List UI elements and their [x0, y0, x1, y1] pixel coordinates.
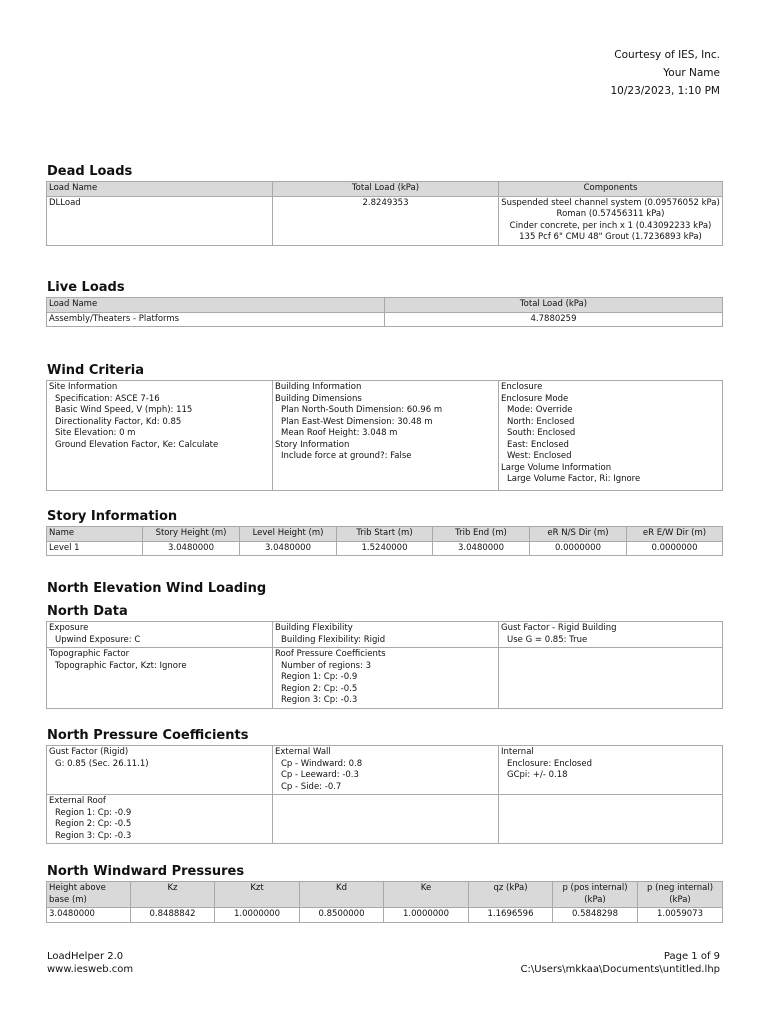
- cell-heading: External Wall: [275, 747, 331, 757]
- cell-item: Enclosure: Enclosed: [507, 758, 592, 769]
- cell-item: Region 2: Cp: -0.5: [55, 819, 132, 829]
- load-name-cell: DLLoad: [47, 196, 273, 245]
- col-kd: Kd: [300, 882, 384, 908]
- total-load-cell: 2.8249353: [273, 196, 499, 245]
- cell-item: Region 3: Cp: -0.3: [281, 695, 358, 705]
- north-data-title: North Data: [47, 604, 128, 619]
- cell-heading: Gust Factor - Rigid Building: [501, 623, 617, 633]
- wind-criteria-title: Wind Criteria: [47, 363, 144, 378]
- site-info-cell: [47, 381, 273, 491]
- total-load-cell: 4.7880259: [385, 312, 723, 327]
- col-components: Components: [499, 182, 723, 197]
- col-trib-end: Trib End (m): [433, 527, 530, 542]
- cell-item: Number of regions: 3: [281, 660, 372, 671]
- col-kz: Kz: [131, 882, 215, 908]
- empty-cell: [499, 648, 723, 709]
- north-windward-title: North Windward Pressures: [47, 864, 245, 879]
- report-datetime: 10/23/2023, 1:10 PM: [610, 85, 720, 97]
- exposure-cell: [47, 622, 273, 648]
- col-ke: Ke: [384, 882, 469, 908]
- col-total-load: Total Load (kPa): [385, 298, 723, 313]
- file-path: C:\Users\mkkaa\Documents\untitled.lhp: [520, 964, 720, 975]
- col-load-name: Load Name: [47, 298, 385, 313]
- cell-item: Include force at ground?: False: [281, 451, 412, 461]
- courtesy-text: Courtesy of IES, Inc.: [614, 49, 720, 61]
- cell-heading: Internal: [501, 747, 534, 757]
- north-data-table: [46, 621, 723, 709]
- table-cell: 3.0480000: [240, 541, 337, 556]
- north-windward-table: [46, 881, 723, 923]
- cell-item: Plan North-South Dimension: 60.96 m: [281, 405, 443, 415]
- topographic-cell: [47, 648, 273, 709]
- cell-item: Region 3: Cp: -0.3: [55, 830, 132, 841]
- col-kzt: Kzt: [215, 882, 300, 908]
- page-number: Page 1 of 9: [663, 951, 720, 962]
- footer-left: [47, 950, 133, 976]
- table-cell: 0.8488842: [131, 908, 215, 923]
- component-item: Cinder concrete, per inch x 1 (0.43092233 kPa): [509, 220, 712, 231]
- cell-item: Directionality Factor, Kd: 0.85: [55, 416, 182, 427]
- col-er-ew: eR E/W Dir (m): [627, 527, 723, 542]
- cell-heading: Roof Pressure Coefficients: [275, 649, 386, 659]
- cell-item: GCpi: +/- 0.18: [507, 770, 568, 780]
- table-cell: 0.8500000: [300, 908, 384, 923]
- dead-loads-table: [46, 181, 723, 246]
- table-row: [47, 196, 723, 245]
- gust-factor-cell: [499, 622, 723, 648]
- dead-loads-title: Dead Loads: [47, 164, 133, 179]
- gust-rigid-cell: [47, 746, 273, 795]
- cell-heading: Building Information: [275, 382, 362, 392]
- table-cell: 0.0000000: [530, 541, 627, 556]
- cell-heading: Enclosure: [501, 382, 543, 392]
- external-roof-cell: [47, 795, 273, 844]
- cell-heading: Topographic Factor: [49, 649, 130, 659]
- table-cell: 1.0059073: [638, 908, 723, 923]
- col-p-pos: p (pos internal) (kPa): [553, 882, 638, 908]
- roof-pressure-cell: [273, 648, 499, 709]
- external-wall-cell: [273, 746, 499, 795]
- north-windward-section: [46, 864, 723, 923]
- live-loads-table: [46, 297, 723, 327]
- empty-cell: [499, 795, 723, 844]
- north-pressure-table: [46, 745, 723, 844]
- component-item: 135 Pcf 6" CMU 48" Grout (1.7236893 kPa): [519, 232, 702, 242]
- cell-subheading: Building Dimensions: [275, 393, 362, 404]
- cell-item: Cp - Side: -0.7: [281, 781, 342, 792]
- table-cell: 0.5848298: [553, 908, 638, 923]
- cell-item: Basic Wind Speed, V (mph): 115: [55, 405, 193, 415]
- internal-cell: [499, 746, 723, 795]
- north-data-section: [46, 604, 723, 709]
- col-total-load: Total Load (kPa): [273, 182, 499, 197]
- cell-item: Region 1: Cp: -0.9: [55, 807, 132, 818]
- table-row: [47, 541, 723, 556]
- table-cell: 3.0480000: [143, 541, 240, 556]
- table-cell: Level 1: [47, 541, 143, 556]
- table-cell: 1.0000000: [384, 908, 469, 923]
- cell-item: Cp - Leeward: -0.3: [281, 770, 359, 780]
- col-er-ns: eR N/S Dir (m): [530, 527, 627, 542]
- component-item: Roman (0.57456311 kPa): [556, 209, 665, 219]
- table-row: [47, 312, 723, 327]
- live-loads-section: [46, 280, 723, 327]
- dead-loads-section: [46, 164, 723, 246]
- cell-item: Mean Roof Height: 3.048 m: [281, 428, 398, 438]
- cell-heading: External Roof: [49, 796, 106, 806]
- north-pressure-section: [46, 728, 723, 844]
- wind-criteria-table: [46, 380, 723, 491]
- north-pressure-title: North Pressure Coefficients: [47, 728, 249, 743]
- cell-item: Specification: ASCE 7-16: [55, 393, 160, 404]
- app-name: LoadHelper 2.0: [47, 951, 124, 962]
- table-cell: 0.0000000: [627, 541, 723, 556]
- col-trib-start: Trib Start (m): [337, 527, 433, 542]
- col-qz: qz (kPa): [469, 882, 553, 908]
- enclosure-cell: [499, 381, 723, 491]
- flexibility-cell: [273, 622, 499, 648]
- col-load-name: Load Name: [47, 182, 273, 197]
- col-height: Height above base (m): [47, 882, 131, 908]
- cell-item: Cp - Windward: 0.8: [281, 758, 363, 769]
- cell-subheading: Large Volume Information: [501, 462, 612, 473]
- col-level-height: Level Height (m): [240, 527, 337, 542]
- live-loads-title: Live Loads: [47, 280, 125, 295]
- col-p-neg: p (neg internal) (kPa): [638, 882, 723, 908]
- building-info-cell: [273, 381, 499, 491]
- component-item: Suspended steel channel system (0.09576052 kPa): [501, 197, 720, 208]
- table-cell: 1.5240000: [337, 541, 433, 556]
- cell-heading: Building Flexibility: [275, 623, 353, 633]
- cell-item: G: 0.85 (Sec. 26.11.1): [55, 758, 149, 769]
- author-name: Your Name: [663, 67, 720, 79]
- cell-item: Plan East-West Dimension: 30.48 m: [281, 416, 433, 427]
- cell-item: East: Enclosed: [507, 439, 569, 450]
- cell-item: Region 1: Cp: -0.9: [281, 672, 358, 682]
- cell-item: West: Enclosed: [507, 451, 572, 461]
- story-info-table: [46, 526, 723, 556]
- cell-item: North: Enclosed: [507, 416, 575, 427]
- cell-heading: Exposure: [49, 623, 89, 633]
- cell-item: Region 2: Cp: -0.5: [281, 683, 358, 694]
- table-row: [47, 908, 723, 923]
- report-header: [610, 46, 720, 100]
- cell-subheading: Story Information: [275, 439, 350, 450]
- col-story-height: Story Height (m): [143, 527, 240, 542]
- cell-item: Building Flexibility: Rigid: [281, 634, 386, 645]
- cell-item: Site Elevation: 0 m: [55, 428, 136, 438]
- table-cell: 3.0480000: [433, 541, 530, 556]
- cell-item: Ground Elevation Factor, Ke: Calculate: [55, 439, 219, 450]
- story-info-section: [46, 509, 723, 556]
- table-cell: 1.1696596: [469, 908, 553, 923]
- load-name-cell: Assembly/Theaters - Platforms: [47, 312, 385, 327]
- wind-criteria-section: [46, 363, 723, 491]
- table-cell: 3.0480000: [47, 908, 131, 923]
- components-cell: [499, 196, 723, 245]
- cell-item: Topographic Factor, Kzt: Ignore: [55, 660, 187, 671]
- empty-cell: [273, 795, 499, 844]
- north-elevation-title: North Elevation Wind Loading: [47, 581, 267, 596]
- website-link[interactable]: www.iesweb.com: [47, 964, 134, 975]
- col-name: Name: [47, 527, 143, 542]
- cell-subheading: Enclosure Mode: [501, 393, 569, 404]
- cell-item: Large Volume Factor, Ri: Ignore: [507, 474, 641, 484]
- cell-item: Upwind Exposure: C: [55, 634, 141, 645]
- cell-item: Use G = 0.85: True: [507, 634, 588, 645]
- table-cell: 1.0000000: [215, 908, 300, 923]
- cell-heading: Site Information: [49, 382, 118, 392]
- cell-heading: Gust Factor (Rigid): [49, 747, 129, 757]
- story-info-title: Story Information: [47, 509, 178, 524]
- footer-right: [521, 950, 720, 976]
- north-elevation-section: [46, 581, 723, 598]
- cell-item: Mode: Override: [507, 405, 573, 415]
- cell-item: South: Enclosed: [507, 428, 576, 438]
